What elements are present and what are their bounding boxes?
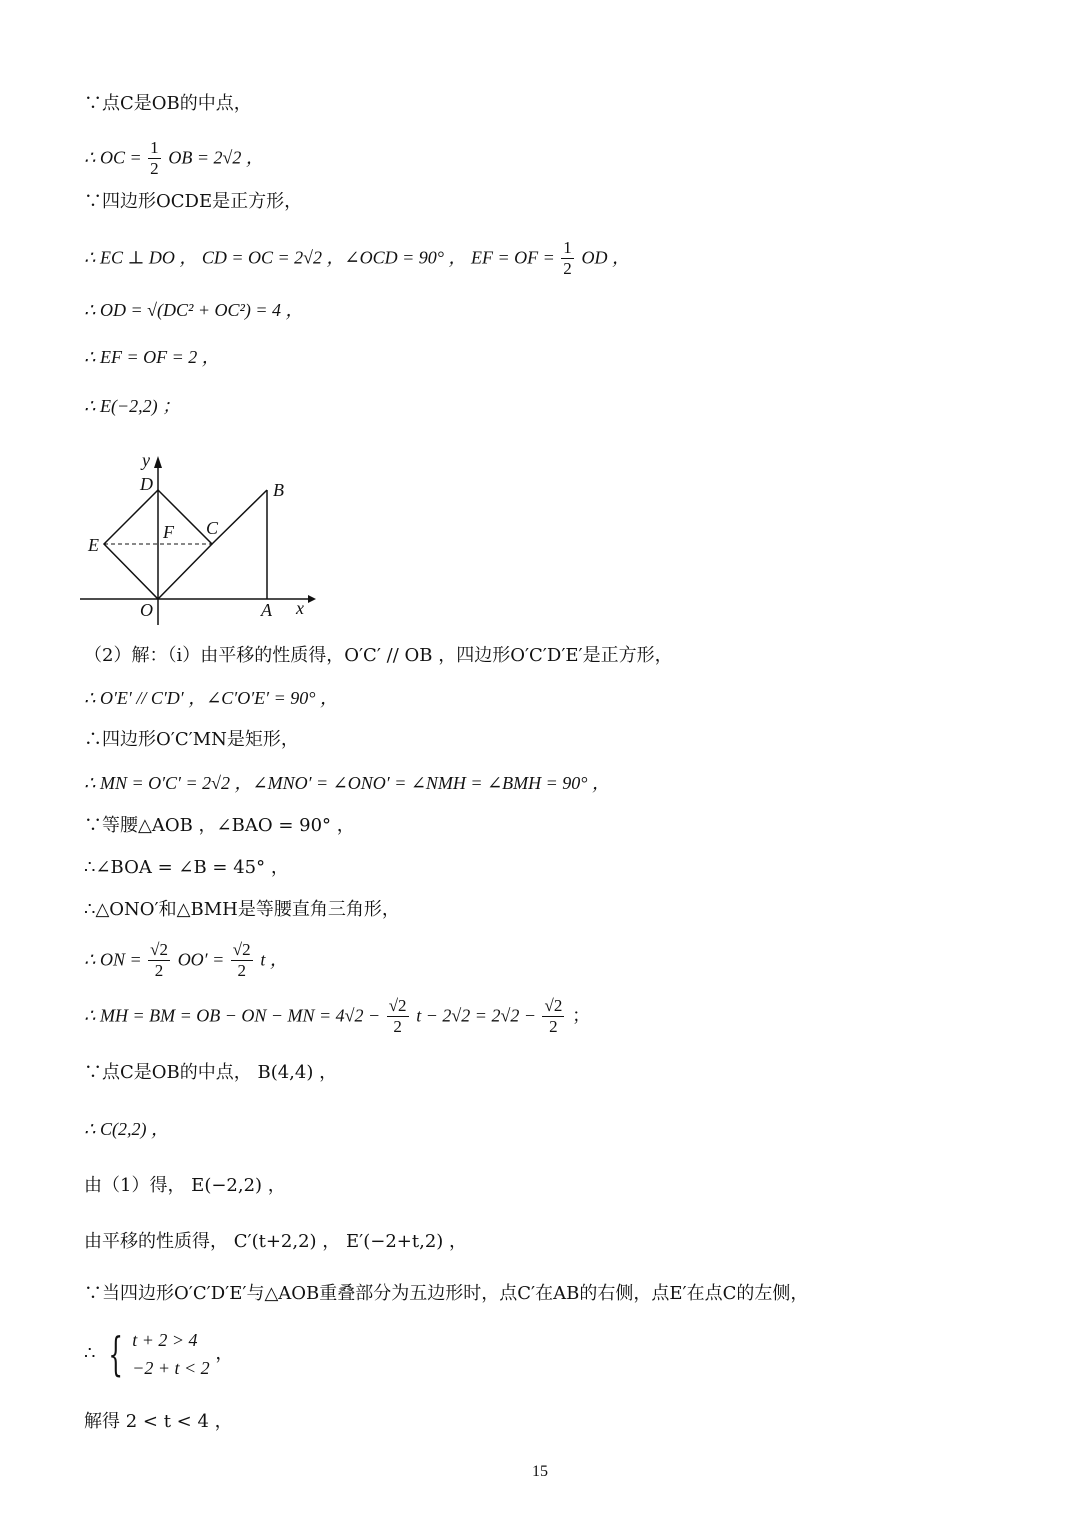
text-segment: ∴ OC = [84, 147, 147, 168]
y-axis-arrow [154, 456, 162, 468]
fraction-denominator: 2 [549, 1017, 558, 1036]
label-y: y [142, 450, 150, 470]
text-line-11 [84, 771, 610, 796]
text-segment: ∴ O′E′ // C′D′ ，∠C′O′E′ = 90° ， [84, 688, 338, 708]
fraction-denominator: 2 [393, 1017, 402, 1036]
text-line-10: ∴四边形O′C′MN是矩形， [84, 729, 299, 750]
fraction-numerator: 1 [563, 238, 572, 257]
text-segment: ∴ OD = √(DC² + OC²) = 4 ， [84, 300, 304, 320]
left-brace: { [108, 1327, 124, 1381]
text-segment: t − 2√2 = 2√2 − [416, 1005, 541, 1026]
text-line-21: ∵当四边形O′C′D′E′与△AOB重叠部分为五边形时，点C′在AB的右侧，点E′在点C的左侧， [84, 1283, 809, 1304]
text-line-12: ∵等腰△AOB ，∠BAO = 90° ， [84, 815, 355, 836]
fraction-numerator: √2 [232, 940, 251, 959]
text-line-23: 解得 2 < t < 4 ， [84, 1411, 233, 1432]
fraction-numerator: √2 [544, 996, 563, 1015]
text-line-5 [84, 298, 304, 323]
text-segment: OD ， [581, 247, 631, 268]
text-line-3: ∵四边形OCDE是正方形， [84, 191, 303, 212]
label-a: A [261, 600, 272, 620]
fraction-half [561, 238, 574, 279]
label-e: E [88, 535, 99, 555]
text-line-9 [84, 686, 338, 711]
page-number: 15 [532, 1463, 548, 1480]
fraction-numerator: √2 [150, 940, 168, 959]
label-x: x [296, 598, 304, 618]
fraction-sqrt2-over-2 [387, 996, 409, 1037]
text-line-19: 由（1）得， E(−2,2) ， [84, 1175, 286, 1196]
text-line-18 [84, 1117, 169, 1142]
x-axis-arrow [308, 595, 316, 603]
text-line-16 [84, 996, 590, 1037]
text-line-15 [84, 940, 288, 981]
text-line-6 [84, 345, 220, 370]
text-line-1: ∵点C是OB的中点， [84, 93, 252, 114]
geometry-figure [80, 450, 320, 625]
fraction-denominator: 2 [563, 259, 572, 278]
inequality-system [132, 1326, 209, 1382]
fraction-sqrt2-over-2 [542, 996, 564, 1037]
inequality-2: −2 + t < 2 [132, 1358, 210, 1378]
text-line-17: ∵点C是OB的中点， B(4,4) ， [84, 1062, 338, 1083]
text-segment: ∴ [84, 1343, 102, 1364]
text-line-7 [84, 394, 180, 419]
text-segment: ∴ MN = O′C′ = 2√2 ，∠MNO′ = ∠ONO′ = ∠NMH = ∠BMH = 90° ， [84, 773, 610, 793]
label-d: D [140, 474, 153, 494]
text-segment: ∴ E(−2,2) ； [84, 396, 181, 416]
fraction-numerator: √2 [388, 996, 407, 1015]
text-segment: ； [572, 1005, 591, 1027]
fraction-denominator: 2 [237, 961, 246, 980]
fraction-sqrt2-over-2 [231, 940, 253, 981]
fraction-numerator: 1 [150, 138, 159, 157]
text-segment: ∴ MH = BM = OB − ON − MN = 4√2 − [84, 1005, 385, 1026]
label-c: C [206, 518, 219, 538]
text-segment: ∴ ON = [84, 949, 147, 970]
text-segment: ∴ C(2,2) ， [84, 1119, 169, 1139]
text-segment: t ， [260, 949, 288, 970]
text-segment: OO′ = [177, 949, 229, 970]
fraction-denominator: 2 [150, 159, 159, 178]
label-b: B [273, 480, 284, 500]
inequality-1: t + 2 > 4 [132, 1330, 198, 1350]
text-segment: OB = 2√2 ， [168, 147, 264, 168]
text-line-13: ∴∠BOA = ∠B = 45° ， [84, 857, 289, 878]
text-line-22 [84, 1326, 233, 1382]
fraction-denominator: 2 [154, 961, 164, 980]
text-line-4 [84, 238, 630, 279]
segment-cb [212, 490, 267, 544]
text-line-20: 由平移的性质得， C′(t+2,2) ， E′(−2+t,2) ， [84, 1231, 468, 1252]
text-line-8: （2）解：（i）由平移的性质得，O′C′ // OB ，四边形O′C′D′E′是正方形， [84, 645, 673, 666]
text-segment: ， [215, 1343, 234, 1364]
label-f: F [163, 522, 174, 542]
label-o: O [140, 600, 153, 620]
text-line-2 [84, 138, 264, 179]
fraction-half [148, 138, 161, 179]
text-segment: ∴ EC ⊥ DO ， CD = OC = 2√2 ，∠OCD = 90° ， EF = OF = [84, 247, 560, 268]
text-line-14: ∴△ONO′和△BMH是等腰直角三角形， [84, 899, 400, 920]
fraction-sqrt2-over-2 [148, 940, 170, 981]
text-segment: ∴ EF = OF = 2 ， [84, 347, 220, 367]
